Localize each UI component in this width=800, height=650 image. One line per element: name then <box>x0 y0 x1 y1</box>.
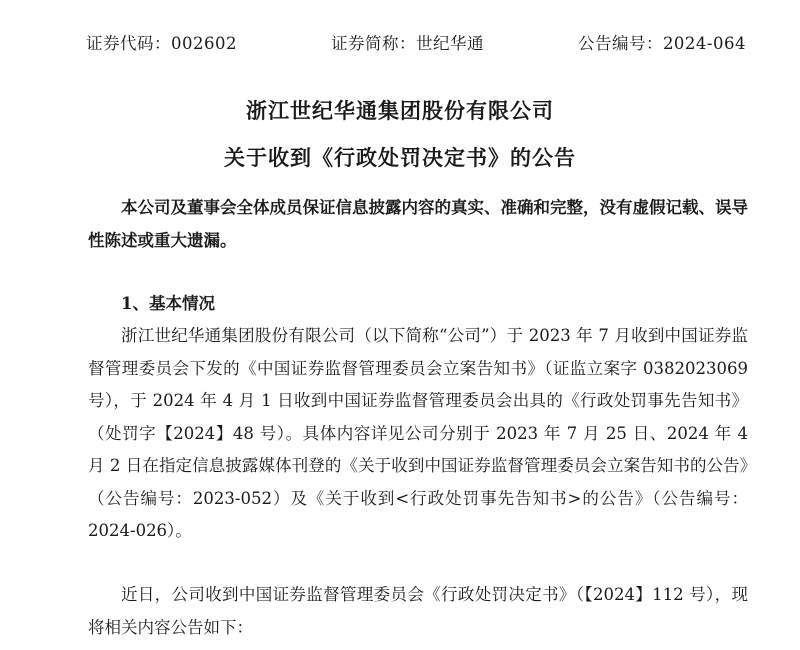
announcement-number: 公告编号：2024-064 <box>577 34 746 53</box>
section-heading: 1、基本情况 <box>121 294 215 313</box>
body-paragraph: 近日，公司收到中国证券监督管理委员会《行政处罚决定书》（【2024】112 号），现将相关内容公告如下： <box>88 585 748 637</box>
document-header <box>86 30 746 54</box>
body-paragraph: 浙江世纪华通集团股份有限公司（以下简称“公司”）于 2023 年 7 月收到中国证券监督管理委员会下发的《中国证券监督管理委员会立案告知书》（证监立案字 0382023069 号），于 2024 年 4 月 1 日收到中国证券监督管理委员会出具的《行政处罚事先告知书》（处罚字【2024】48 号）。具体内容详见公司分别于 2023 年 7 月 25 日、2024 年 4 月 2 日在指定信息披露媒体刊登的《关于收到中国证券监督管理委员会立案告知书的公告》（公告编号：2023-052）及《关于收到<行政处罚事先告知书>的公告》（公告编号：2024-026）。 <box>88 326 748 540</box>
company-title: 浙江世纪华通集团股份有限公司 <box>246 98 554 123</box>
disclosure-notice: 本公司及董事会全体成员保证信息披露内容的真实、准确和完整，没有虚假记载、误导性陈述或重大遗漏。 <box>88 198 748 250</box>
announcement-title: 关于收到《行政处罚决定书》的公告 <box>224 145 576 170</box>
stock-code: 证券代码：002602 <box>86 34 237 53</box>
stock-short-name: 证券简称：世纪华通 <box>330 34 484 53</box>
